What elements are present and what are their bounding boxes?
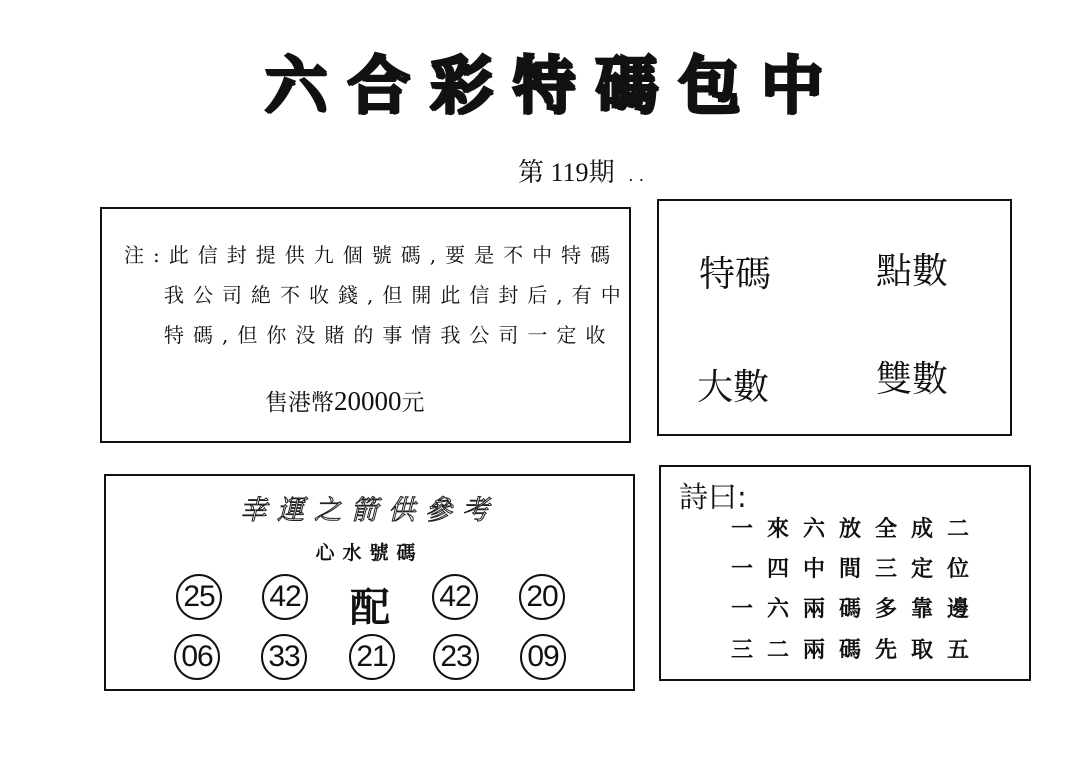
poem-line: 一六兩碼多靠邊 — [731, 596, 984, 622]
number-ball: 20 — [519, 574, 565, 620]
title-char: 彩 — [430, 48, 495, 122]
number-ball: 23 — [433, 634, 479, 680]
lucky-numbers-box — [104, 474, 635, 691]
price-prefix: 售港幣 — [265, 390, 334, 416]
issue-value: 119 — [550, 158, 589, 187]
lucky-title: 幸運之箭供參考 — [240, 495, 499, 526]
type-label-even: 雙數 — [876, 359, 949, 400]
title-char: 包 — [678, 48, 743, 122]
price-suffix: 元 — [401, 390, 425, 416]
issue-prefix: 第 — [518, 158, 545, 187]
number-ball: 33 — [261, 634, 307, 680]
title-char: 特 — [512, 48, 577, 122]
poem-line: 三二兩碼先取五 — [731, 637, 984, 663]
poem-heading: 詩曰: — [679, 480, 747, 514]
title-char: 六 — [265, 48, 330, 122]
pair-char: 配 — [350, 584, 390, 631]
number-ball: 25 — [176, 574, 222, 620]
number-ball: 21 — [349, 634, 395, 680]
type-label-big: 大數 — [697, 367, 770, 408]
issue-suffix: 期 — [588, 158, 615, 187]
poem-box — [659, 465, 1031, 681]
poem-line: 一四中間三定位 — [731, 556, 984, 582]
page-title — [265, 40, 825, 120]
type-label-special: 特碼 — [699, 254, 772, 295]
type-label-points: 點數 — [876, 251, 949, 292]
notice-box — [100, 207, 631, 443]
notice-line: 注:此信封提供九個號碼,要是不中特碼 — [124, 243, 620, 267]
price-text — [265, 384, 425, 417]
types-box — [657, 199, 1012, 436]
poem-line: 一來六放全成二 — [731, 516, 984, 542]
title-char: 碼 — [595, 48, 660, 122]
price-amount: 20000 — [334, 386, 402, 416]
number-ball: 42 — [432, 574, 478, 620]
number-ball: 06 — [174, 634, 220, 680]
number-ball: 09 — [520, 634, 566, 680]
title-char: 中 — [760, 48, 825, 122]
issue-dots: .. — [628, 165, 650, 185]
issue-number — [518, 152, 650, 189]
notice-line: 特碼,但你没賭的事情我公司一定收 — [164, 323, 615, 347]
number-ball: 42 — [262, 574, 308, 620]
notice-line: 我公司絶不收錢,但開此信封后,有中 — [164, 283, 630, 307]
title-char: 合 — [347, 48, 412, 122]
lucky-subtitle: 心水號碼 — [315, 542, 424, 564]
